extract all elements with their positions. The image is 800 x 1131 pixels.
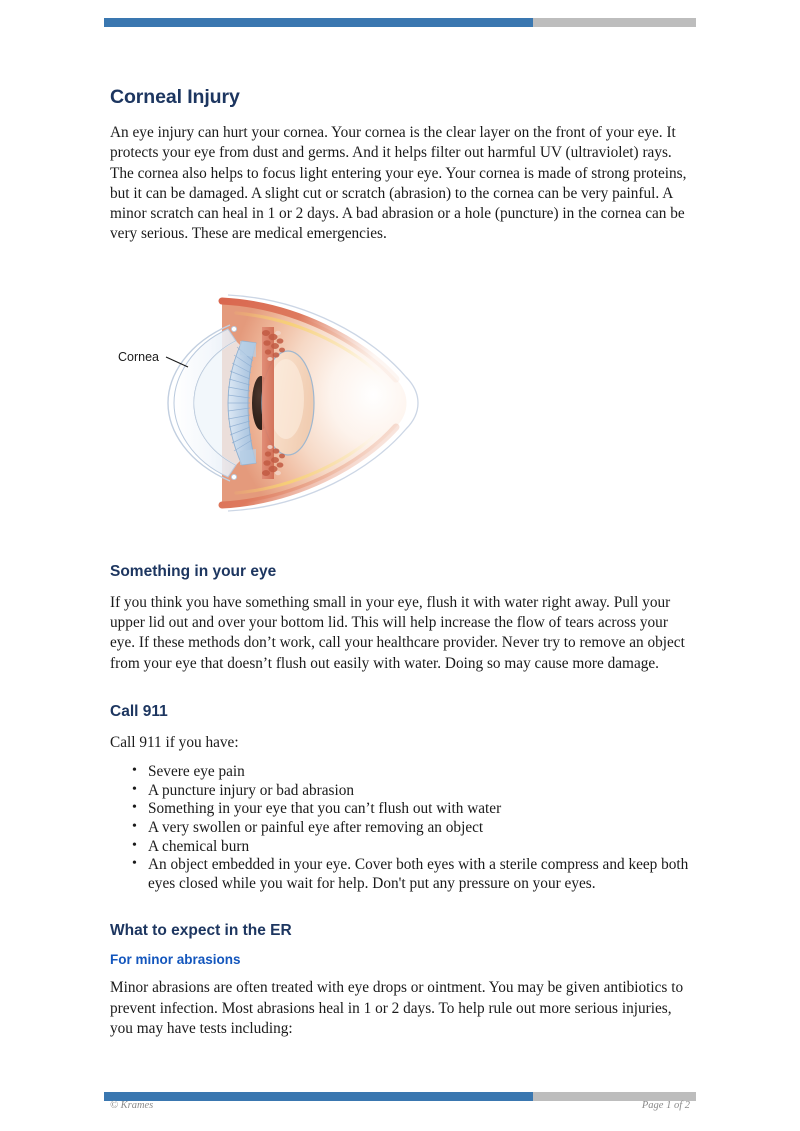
footer-page-number: Page 1 of 2 [641, 1100, 690, 1111]
section-heading-something-in-your-eye: Something in your eye [110, 562, 277, 580]
section-body-something-in-your-eye: If you think you have something small in your eye, flush it with water right away. Pull your upper lid out and over your bottom lid. This will help increase the flow of tears across your eye. If these methods don’t work, call your healthcare provider. Never try to remove an object from your eye that doesn’t flush out easily with water. Doing so may cause more damage. [110, 593, 685, 672]
list-item: • A chemical burn [148, 838, 696, 857]
header-rule [104, 18, 696, 27]
section-intro-call-911: Call 911 if you have: [110, 733, 239, 751]
list-item: • Severe eye pain [148, 763, 696, 782]
page-title: Corneal Injury [110, 86, 240, 108]
footer-copyright: © Krames [110, 1100, 154, 1111]
section-heading-call-911: Call 911 [110, 702, 168, 720]
list-item: • A very swollen or painful eye after removing an object [148, 819, 696, 838]
figure-label-cornea: Cornea [118, 349, 159, 364]
cornea-label-group [118, 350, 188, 367]
spacer [110, 245, 696, 267]
list-item: • An object embedded in your eye. Cover both eyes with a sterile compress and keep both eyes closed while you wait for help. Don't put any pressure on your eyes. [148, 856, 696, 893]
intro-paragraph: An eye injury can hurt your cornea. Your cornea is the clear layer on the front of your eye. It protects your eye from dust and germs. And it helps filter out harmful UV (ultraviolet) rays. The cornea also helps to focus light entering your eye. Your cornea is made of strong proteins, but it can be damaged. A slight cut or scratch (abrasion) to the cornea can be very painful. A minor scratch can heal in 1 or 2 days. A bad abrasion or a hole (puncture) in the cornea can be very serious. These are medical emergencies. [110, 124, 687, 243]
header-rule-blue-segment [104, 18, 533, 27]
list-item: • Something in your eye that you can’t flush out with water [148, 800, 696, 819]
document-content [110, 86, 696, 1039]
list-item: • A puncture injury or bad abrasion [148, 782, 696, 801]
section-heading-what-to-expect: What to expect in the ER [110, 922, 292, 940]
spacer [110, 539, 696, 563]
spacer [110, 674, 696, 703]
section-body-what-to-expect: Minor abrasions are often treated with eye drops or ointment. You may be given antibiotics to prevent infection. Most abrasions heal in 1 or 2 days. To help rule out more serious injuries, you may have tests including: [110, 979, 684, 1038]
call-911-list [110, 763, 696, 893]
eye-cross-section-figure [110, 267, 430, 539]
eye-anatomy-illustration [110, 267, 430, 539]
spacer [110, 893, 696, 922]
subsection-heading-for-minor-abrasions: For minor abrasions [110, 952, 241, 968]
header-rule-gray-segment [533, 18, 696, 27]
